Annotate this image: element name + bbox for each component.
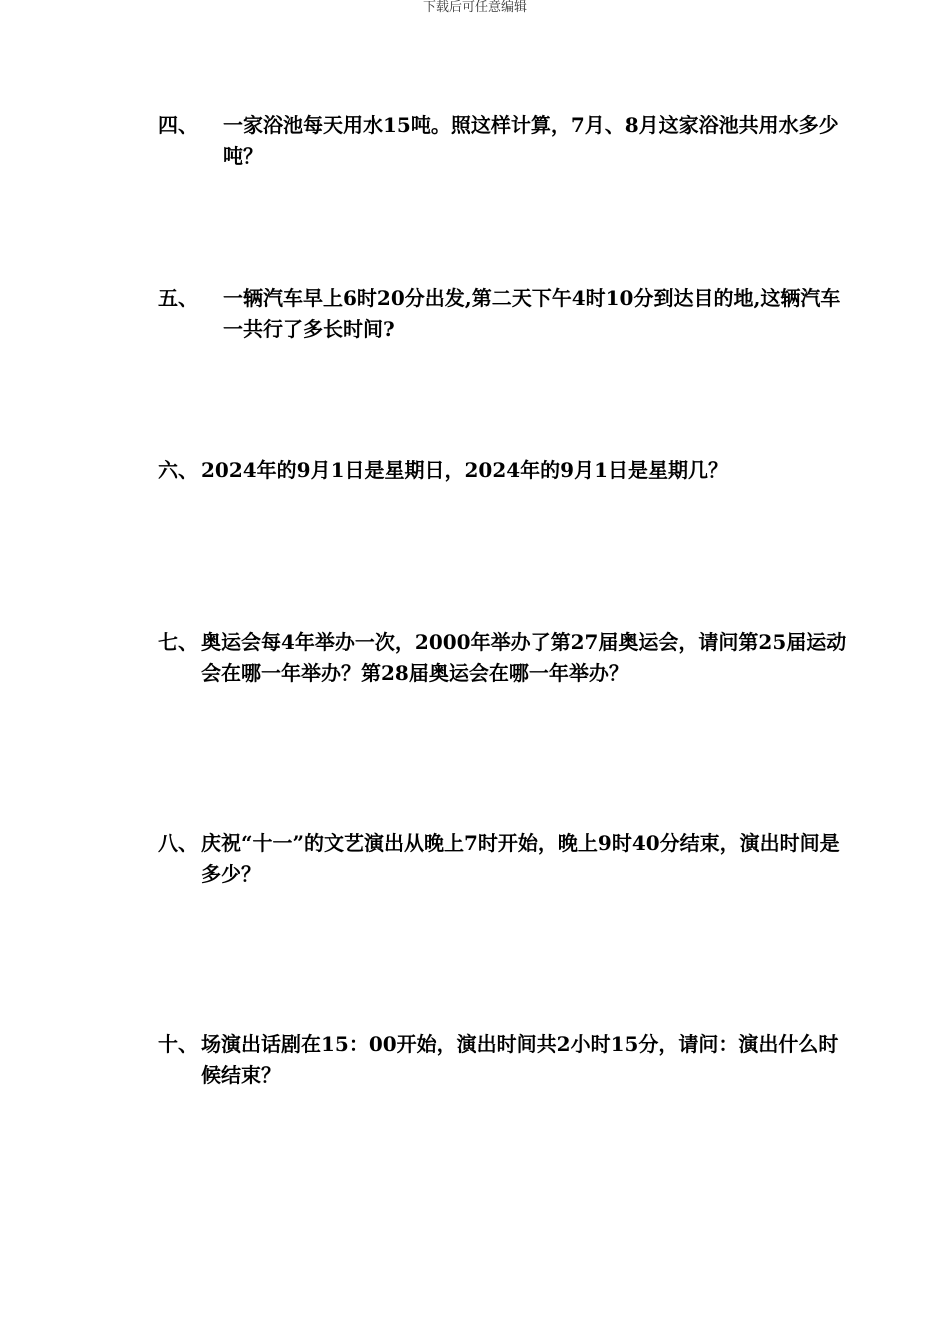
question-text: 场演出话剧在15：00开始，演出时间共2小时15分，请问：演出什么时候结束？: [201, 1032, 839, 1087]
question-8: [158, 828, 848, 890]
question-6: [158, 455, 848, 486]
question-number: 五、: [158, 286, 198, 310]
question-5: [158, 283, 848, 345]
question-text: 奥运会每4年举办一次，2000年举办了第27届奥运会，请问第25届运动会在哪一年举办？第28届奥运会在哪一年举办？: [201, 630, 847, 685]
question-text: 庆祝“十一”的文艺演出从晚上7时开始，晚上9时40分结束，演出时间是多少？: [201, 831, 840, 886]
question-4: [158, 110, 848, 172]
question-number: 八、: [158, 831, 198, 855]
question-text: 一辆汽车早上6时20分出发,第二天下午4时10分到达目的地,这辆汽车一共行了多长时间?: [223, 286, 841, 341]
question-number: 六、: [158, 458, 198, 482]
question-text: 一家浴池每天用水15吨。照这样计算，7月、8月这家浴池共用水多少吨？: [223, 113, 839, 168]
page-header: 下载后可任意编辑: [422, 0, 527, 15]
question-7: [158, 627, 848, 689]
question-number: 十、: [158, 1032, 198, 1056]
question-10: [158, 1029, 848, 1091]
question-text: 2024年的9月1日是星期日，2024年的9月1日是星期几？: [201, 458, 728, 482]
question-number: 七、: [158, 630, 198, 654]
question-number: 四、: [158, 113, 198, 137]
